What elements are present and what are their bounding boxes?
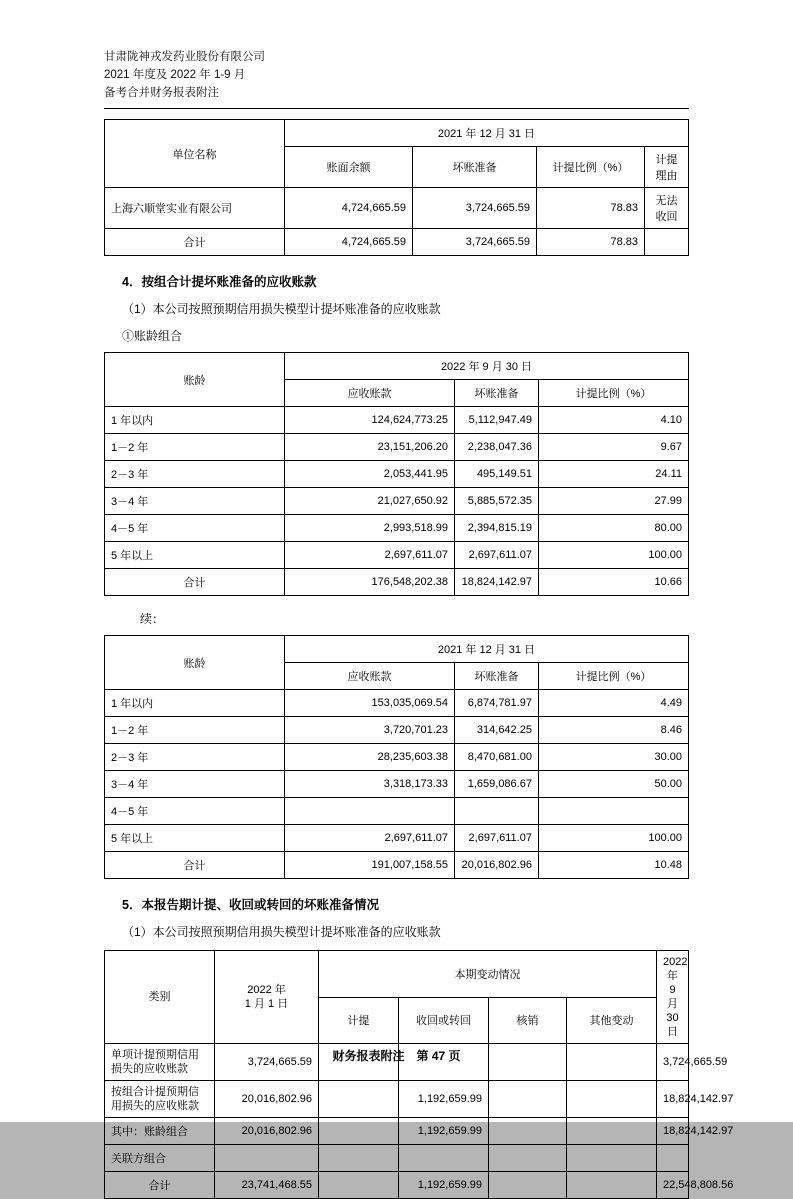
cell-provision: 2,394,815.19 — [455, 515, 539, 542]
cell-aging: 5 年以上 — [105, 825, 285, 852]
table-row — [105, 407, 689, 434]
cell-provision: 6,874,781.97 — [455, 690, 539, 717]
table-row-total — [105, 569, 689, 596]
cell-recovered: 1,192,659.99 — [399, 1118, 489, 1145]
th-unit-name: 单位名称 — [105, 120, 285, 188]
th-bad-debt-provision: 坏账准备 — [455, 380, 539, 407]
table-row — [105, 744, 689, 771]
page-footer: 财务报表附注 第 47 页 — [332, 1049, 461, 1063]
cell-begin — [215, 1145, 319, 1172]
cell-provision: 8,470,681.00 — [455, 744, 539, 771]
cell-category: 其中：账龄组合 — [105, 1118, 215, 1145]
th-provision-ratio: 计提比例（%） — [539, 380, 689, 407]
cell-provision: 5,112,947.49 — [455, 407, 539, 434]
section-4-title: 4．按组合计提坏账准备的应收账款 — [122, 275, 317, 289]
th-receivable: 应收账款 — [285, 663, 455, 690]
th-accrual: 计提 — [319, 997, 399, 1044]
table-header-row — [105, 951, 689, 998]
cell-total-receivable: 191,007,158.55 — [285, 852, 455, 879]
cell-aging: 4－5 年 — [105, 515, 285, 542]
cell-reason: 无法收回 — [645, 188, 689, 229]
cell-aging: 5 年以上 — [105, 542, 285, 569]
table-row — [105, 188, 689, 229]
table-header-row — [105, 120, 689, 147]
table-row — [105, 690, 689, 717]
cell-category-line1: 单项计提预期信用 — [111, 1049, 199, 1061]
cell-aging: 1－2 年 — [105, 434, 285, 461]
header-divider — [104, 108, 689, 109]
cell-aging: 2－3 年 — [105, 461, 285, 488]
cell-writeoff — [489, 1118, 567, 1145]
cell-ratio: 4.49 — [538, 690, 688, 717]
th-provision-reason: 计提理由 — [645, 147, 689, 188]
cell-category-line2: 用损失的应收账款 — [111, 1100, 199, 1112]
cell-receivable: 124,624,773.25 — [285, 407, 455, 434]
th-aging: 账龄 — [105, 636, 285, 690]
table-row — [105, 717, 689, 744]
cell-provision: 314,642.25 — [455, 717, 539, 744]
cell-other — [567, 1118, 657, 1145]
th-end-balance — [657, 951, 689, 1044]
table-aging-2021 — [104, 635, 689, 879]
cell-aging: 3－4 年 — [105, 488, 285, 515]
cell-category-line2: 损失的应收账款 — [111, 1063, 188, 1075]
cell-receivable: 2,053,441.95 — [285, 461, 455, 488]
cell-total-ratio: 10.48 — [538, 852, 688, 879]
cell-recovered: 1,192,659.99 — [399, 1081, 489, 1118]
table-header-row — [105, 636, 689, 663]
cell-aging: 1 年以内 — [105, 690, 285, 717]
cell-begin: 20,016,802.96 — [215, 1081, 319, 1118]
cell-ratio — [538, 798, 688, 825]
cell-provision: 2,697,611.07 — [455, 825, 539, 852]
cell-receivable: 28,235,603.38 — [285, 744, 455, 771]
th-date-2022-09-30: 2022 年 9 月 30 日 — [285, 353, 689, 380]
th-begin-balance — [215, 951, 319, 1044]
cell-receivable: 3,720,701.23 — [285, 717, 455, 744]
cell-total-ratio: 10.66 — [539, 569, 689, 596]
cell-ratio: 100.00 — [538, 825, 688, 852]
cell-ratio: 100.00 — [539, 542, 689, 569]
th-aging: 账龄 — [105, 353, 285, 407]
page-header — [104, 48, 689, 106]
th-bad-debt-provision: 坏账准备 — [455, 663, 539, 690]
cell-book-balance: 4,724,665.59 — [285, 188, 413, 229]
th-recovered-or-reversed: 收回或转回 — [399, 997, 489, 1044]
header-company: 甘肃陇神戎发药业股份有限公司 — [104, 51, 265, 63]
table-row-total — [105, 229, 689, 256]
cell-end: 3,724,665.59 — [657, 1044, 689, 1081]
cell-end: 18,824,142.97 — [657, 1118, 689, 1145]
th-begin-balance-line2: 1 月 1 日 — [244, 998, 289, 1010]
cell-ratio: 24.11 — [539, 461, 689, 488]
cell-end — [657, 1145, 689, 1172]
cell-writeoff — [489, 1081, 567, 1118]
th-date-2021: 2021 年 12 月 31 日 — [285, 120, 689, 147]
th-book-balance: 账面余额 — [285, 147, 413, 188]
cell-total-balance: 4,724,665.59 — [285, 229, 413, 256]
th-end-balance-line2: 9 月 30 日 — [666, 984, 679, 1038]
table-individual-provision — [104, 119, 689, 256]
cell-accrual — [319, 1081, 399, 1118]
table-row — [105, 515, 689, 542]
th-bad-debt-provision: 坏账准备 — [413, 147, 537, 188]
cell-total-label: 合计 — [105, 569, 285, 596]
cell-ratio: 80.00 — [539, 515, 689, 542]
th-receivable: 应收账款 — [285, 380, 455, 407]
th-category: 类别 — [105, 951, 215, 1044]
cell-ratio: 50.00 — [538, 771, 688, 798]
cell-accrual — [319, 1118, 399, 1145]
th-other-changes: 其他变动 — [567, 997, 657, 1044]
section-4-paragraph-2: ①账龄组合 — [122, 329, 183, 343]
table-row-total — [105, 852, 689, 879]
table-row — [105, 825, 689, 852]
cell-receivable: 2,697,611.07 — [285, 825, 455, 852]
table-header-row — [105, 353, 689, 380]
cell-total-accrual — [319, 1172, 399, 1199]
cell-end: 18,824,142.97 — [657, 1081, 689, 1118]
th-writeoff: 核销 — [489, 997, 567, 1044]
table-row — [105, 798, 689, 825]
th-end-balance-line1: 2022 年 — [663, 956, 688, 982]
cell-provision: 3,724,665.59 — [413, 188, 537, 229]
cell-aging: 1－2 年 — [105, 717, 285, 744]
cell-provision — [455, 798, 539, 825]
header-period: 2021 年度及 2022 年 1-9 月 — [104, 69, 246, 81]
cell-ratio: 78.83 — [537, 188, 645, 229]
cell-total-recovered: 1,192,659.99 — [399, 1172, 489, 1199]
section-5-paragraph-1: （1）本公司按照预期信用损失模型计提坏账准备的应收账款 — [122, 925, 441, 939]
cell-receivable: 3,318,173.33 — [285, 771, 455, 798]
cell-receivable: 21,027,650.92 — [285, 488, 455, 515]
th-period-changes: 本期变动情况 — [319, 951, 657, 998]
cell-total-receivable: 176,548,202.38 — [285, 569, 455, 596]
cell-receivable: 2,697,611.07 — [285, 542, 455, 569]
header-subtitle: 备考合并财务报表附注 — [104, 87, 219, 99]
cell-total-begin: 23,741,468.55 — [215, 1172, 319, 1199]
cell-receivable: 23,151,206.20 — [285, 434, 455, 461]
cell-provision: 2,238,047.36 — [455, 434, 539, 461]
cell-category-line1: 按组合计提预期信 — [111, 1086, 199, 1098]
cell-accrual — [319, 1145, 399, 1172]
continuation-label: 续： — [140, 612, 165, 626]
cell-aging: 1 年以内 — [105, 407, 285, 434]
table-row — [105, 542, 689, 569]
th-provision-ratio: 计提比例（%） — [537, 147, 645, 188]
cell-aging: 2－3 年 — [105, 744, 285, 771]
cell-total-end: 22,548,808.56 — [657, 1172, 689, 1199]
th-provision-ratio: 计提比例（%） — [538, 663, 688, 690]
cell-receivable — [285, 798, 455, 825]
table-aging-2022 — [104, 352, 689, 596]
table-row — [105, 461, 689, 488]
table-row-total — [105, 1172, 689, 1199]
cell-ratio: 9.67 — [539, 434, 689, 461]
table-row — [105, 771, 689, 798]
table-row — [105, 1081, 689, 1118]
cell-writeoff — [489, 1145, 567, 1172]
th-date-2021-12-31: 2021 年 12 月 31 日 — [285, 636, 689, 663]
cell-begin: 3,724,665.59 — [215, 1044, 319, 1081]
cell-unit-name: 上海六顺堂实业有限公司 — [105, 188, 285, 229]
cell-total-provision: 20,016,802.96 — [455, 852, 539, 879]
table-provision-changes — [104, 950, 734, 1199]
cell-receivable: 153,035,069.54 — [285, 690, 455, 717]
cell-total-other — [567, 1172, 657, 1199]
cell-provision: 1,659,086.67 — [455, 771, 539, 798]
cell-begin: 20,016,802.96 — [215, 1118, 319, 1145]
table-row — [105, 1118, 689, 1145]
cell-total-label: 合计 — [105, 852, 285, 879]
cell-aging: 4－5 年 — [105, 798, 285, 825]
cell-ratio: 4.10 — [539, 407, 689, 434]
cell-category — [105, 1081, 215, 1118]
cell-total-label: 合计 — [105, 1172, 215, 1199]
cell-provision: 495,149.51 — [455, 461, 539, 488]
cell-provision: 5,885,572.35 — [455, 488, 539, 515]
table-row — [105, 488, 689, 515]
table-row — [105, 1145, 689, 1172]
cell-other — [567, 1081, 657, 1118]
cell-total-label: 合计 — [105, 229, 285, 256]
cell-total-provision: 18,824,142.97 — [455, 569, 539, 596]
section-4-paragraph-1: （1）本公司按照预期信用损失模型计提坏账准备的应收账款 — [122, 302, 441, 316]
cell-ratio: 8.46 — [538, 717, 688, 744]
cell-receivable: 2,993,518.99 — [285, 515, 455, 542]
cell-total-ratio: 78.83 — [537, 229, 645, 256]
table-row — [105, 434, 689, 461]
th-begin-balance-line1: 2022 年 — [247, 984, 286, 996]
cell-total-writeoff — [489, 1172, 567, 1199]
cell-ratio: 30.00 — [538, 744, 688, 771]
cell-category: 关联方组合 — [105, 1145, 215, 1172]
cell-ratio: 27.99 — [539, 488, 689, 515]
cell-total-reason — [645, 229, 689, 256]
cell-total-provision: 3,724,665.59 — [413, 229, 537, 256]
cell-other — [567, 1145, 657, 1172]
section-5-title: 5．本报告期计提、收回或转回的坏账准备情况 — [122, 898, 379, 912]
cell-provision: 2,697,611.07 — [455, 542, 539, 569]
cell-aging: 3－4 年 — [105, 771, 285, 798]
cell-recovered — [399, 1145, 489, 1172]
